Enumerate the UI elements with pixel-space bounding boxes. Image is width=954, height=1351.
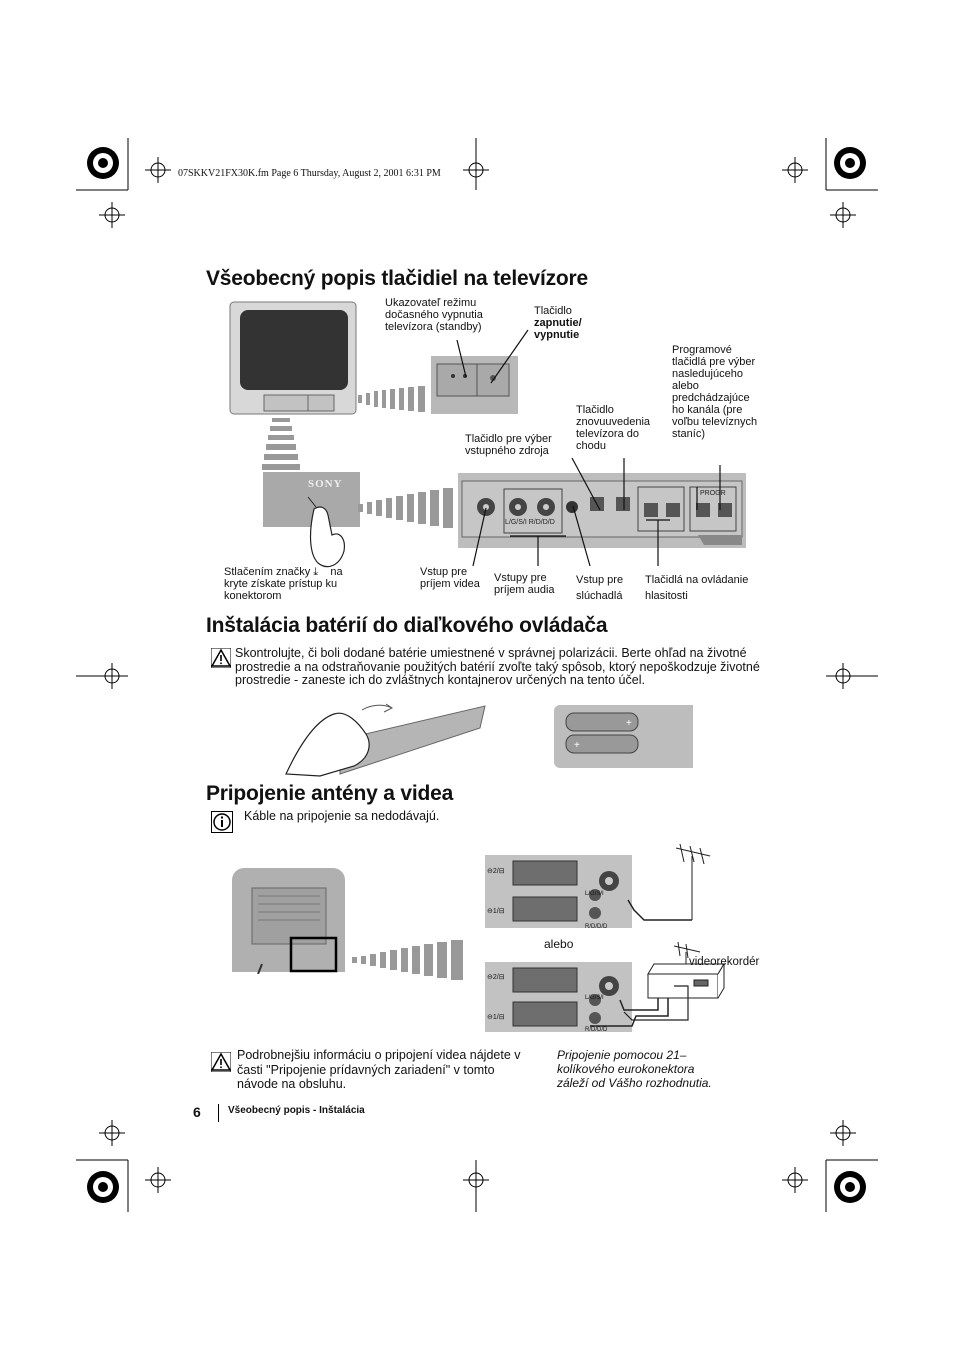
tv-back-detail	[232, 868, 345, 974]
scart1-label-2: ⊖1/⊟	[487, 1014, 505, 1021]
section-title-controls: Všeobecný popis tlačidiel na televízore	[206, 267, 589, 290]
info-icon	[211, 811, 233, 833]
footer-divider	[218, 1104, 219, 1122]
label-press-symbol	[224, 566, 364, 602]
footer-section-text: Všeobecný popis - Inštalácia	[228, 1105, 365, 1116]
warning-icon	[211, 648, 231, 668]
scart2-label-2: ⊖2/⊟	[487, 974, 505, 981]
warning-icon-video	[211, 1052, 231, 1072]
vcr-illustration	[570, 940, 730, 1035]
lgsi-label-2: L/G/S/I	[585, 995, 604, 1001]
rddd-label-2: R/D/D/D	[585, 1027, 608, 1033]
scart1-label-1: ⊖1/⊟	[487, 908, 505, 915]
battery-warning-text: Skontrolujte, či boli dodané batérie umiestnené v správnej polarizácii. Berte ohľad na životné prostredie a na odstraňovanie použitých batérií zvoľte taký spôsob, ktorý nepoškodzuje životné prostredie - zaneste ich do zvláštnych kontajnerov určených na tento účel.	[235, 646, 760, 687]
scart2-label-1: ⊖2/⊟	[487, 868, 505, 875]
label-audio-inputs: Vstupy pre príjem audia	[494, 572, 555, 596]
label-resume-button: Tlačidlo znovuuvedenia televízora do chodu	[576, 404, 651, 452]
section-title-batteries: Inštalácia batérií do diaľkového ovládača	[206, 614, 608, 637]
label-power-prefix: Tlačidlo	[534, 305, 572, 317]
rddd-label-1: R/D/D/D	[585, 924, 608, 930]
svg-text:+: +	[574, 740, 580, 751]
scart-note-text: Pripojenie pomocou 21–kolíkového eurokonektora záleží od Vášho rozhodnutia.	[557, 1048, 712, 1090]
open-cover-icon: ⤓	[313, 566, 319, 578]
page-number: 6	[193, 1104, 201, 1120]
alebo-label: alebo	[544, 937, 574, 951]
label-press-pre: Stlačením značky	[224, 566, 311, 578]
label-press-post: na kryte získate prístup ku konektorom	[224, 566, 343, 602]
zoom-beam-scart	[352, 940, 480, 980]
sony-logo: SONY	[308, 478, 343, 490]
label-input-select: Tlačidlo pre výber vstupného zdroja	[465, 433, 552, 457]
label-volume-buttons: Tlačidlá na ovládanie hlasitosti	[645, 574, 749, 602]
label-program-buttons: Programové tlačidlá pre výber nasledujúceho alebo predchádzajúce ho kanála (pre voľbu televíznych staníc)	[672, 344, 758, 440]
video-more-info-text: Podrobnejšiu informáciu o pripojení videa nájdete v časti "Pripojenie prídavných zariadení" v tomto návode na obsluhu.	[237, 1048, 521, 1091]
section-title-antenna-video: Pripojenie antény a videa	[206, 782, 454, 805]
remote-hand-illustration	[280, 700, 490, 778]
cables-info-text: Káble na pripojenie sa nedodávajú.	[244, 809, 440, 823]
label-power-bold: zapnutie/ vypnutie	[534, 317, 582, 341]
file-header-line: 07SKKV21FX30K.fm Page 6 Thursday, August 2, 2001 6:31 PM	[178, 168, 441, 179]
label-standby-indicator: Ukazovateľ režimu dočasného vypnutia televízora (standby)	[385, 297, 483, 333]
antenna-illustration	[620, 840, 730, 926]
lgsi-label-1: L/G/S/I	[585, 891, 604, 897]
label-power-button	[534, 305, 604, 341]
label-video-input: Vstup pre príjem videa	[420, 566, 480, 590]
svg-text:+: +	[626, 718, 632, 729]
label-headphone-input: Vstup pre slúchadlá	[576, 574, 624, 602]
panel-audio-mark: L/G/S/I R/D/D/D	[505, 519, 555, 526]
scart-panel-detail-1	[485, 855, 632, 928]
batteries-detail	[554, 705, 693, 768]
panel-prog-mark: PROGR	[700, 490, 726, 497]
vcr-label: videorekordér	[689, 956, 760, 968]
